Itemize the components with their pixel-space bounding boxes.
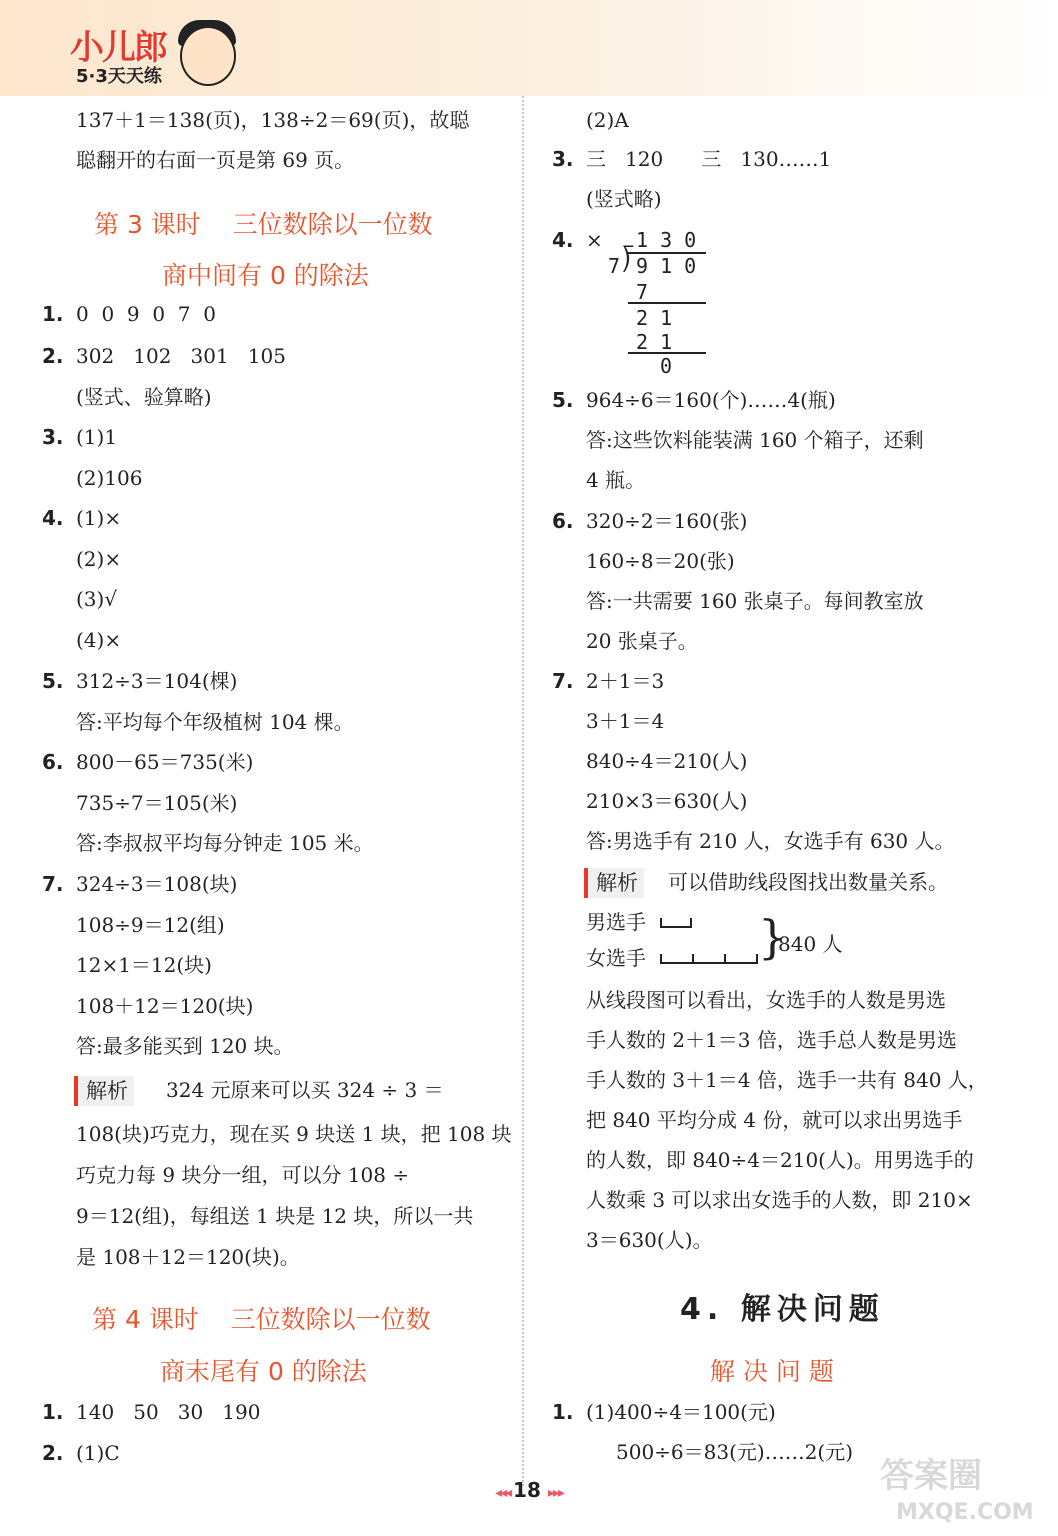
item-line: (4)× (76, 627, 122, 652)
lesson3-title: 第 3 课时 三位数除以一位数 (94, 210, 433, 239)
item-line: (1)1 (76, 425, 118, 449)
right-top-line: (2)A (586, 108, 629, 132)
lesson4-title: 第 4 课时 三位数除以一位数 (92, 1305, 431, 1334)
lesson3-subtitle: 商中间有 0 的除法 (162, 261, 369, 290)
q6-line-1: 320÷2＝160(张) (586, 509, 748, 533)
q1-line-1: (1)400÷4＝100(元) (586, 1400, 776, 1424)
item-line: 302 102 301 105 (76, 344, 286, 368)
jiexi-right-line-4: 把 840 平均分成 4 份，就可以求出男选手 (586, 1108, 963, 1132)
seg-tick (660, 954, 662, 964)
item-number: 4. (552, 228, 574, 252)
q6-line-4: 20 张桌子。 (586, 629, 698, 653)
item-number: 3. (42, 425, 64, 449)
item-number: 3. (552, 147, 574, 171)
ld-bar-1 (628, 302, 706, 304)
page-number: 18 (513, 1478, 541, 1502)
ld-bracket: ⟌ (622, 245, 634, 278)
item-line: (1)C (76, 1441, 120, 1465)
next-arrows-icon: ▸▸▸ (547, 1485, 563, 1501)
jiexi-left-line-1: 324 元原来可以买 324 ÷ 3 ＝ (166, 1078, 444, 1102)
item-line: 312÷3＝104(棵) (76, 669, 238, 693)
watermark-cn: 答案圈 (880, 1456, 982, 1496)
item-line: 答:平均每个年级植树 104 棵。 (76, 709, 354, 734)
unit-subtitle: 解 决 问 题 (710, 1357, 834, 1386)
item-number: 5. (42, 669, 64, 693)
item-number: 2. (42, 344, 64, 368)
ld-r4: 0 (660, 354, 673, 378)
item-line: 0 0 9 0 7 0 (76, 302, 216, 326)
seg-tick (660, 918, 662, 928)
jiexi-right-line-1: 从线段图可以看出，女选手的人数是男选 (586, 988, 946, 1012)
q7-line-3: 840÷4＝210(人) (586, 749, 748, 773)
item-line: (2)× (76, 546, 122, 571)
ld-dividend: 9 1 0 (636, 254, 697, 278)
item-line: 140 50 30 190 (76, 1400, 261, 1424)
brand-name: 小儿郎 (70, 28, 166, 68)
jiexi-left-line-2: 108(块)巧克力，现在买 9 块送 1 块，把 108 块 (76, 1122, 512, 1146)
seg-female-line (660, 954, 756, 964)
item-line: (3)√ (76, 587, 118, 611)
item-number: 7. (552, 669, 574, 693)
brand-subtitle: 5·3天天练 (76, 66, 162, 87)
item-number: 1. (42, 302, 64, 326)
intro-line-1: 137＋1＝138(页)，138÷2＝69(页)，故聪 (76, 108, 470, 132)
seg-total: 840 人 (778, 932, 843, 956)
seg-brace: } (758, 910, 788, 964)
item-line: (1)× (76, 506, 122, 530)
seg-label-male: 男选手 (586, 910, 646, 934)
item-line: 答:最多能买到 120 块。 (76, 1034, 294, 1058)
jiexi-tag-left: 解析 (74, 1076, 134, 1106)
seg-male-line (660, 918, 692, 928)
item-number: 4. (42, 506, 64, 530)
seg-tick (690, 918, 692, 928)
jiexi-right-line-6: 人数乘 3 可以求出女选手的人数，即 210× (586, 1188, 973, 1212)
q7-line-4: 210×3＝630(人) (586, 789, 748, 813)
watermark-en: MXQE.COM (896, 1500, 1034, 1525)
item-line: 108＋12＝120(块) (76, 993, 254, 1018)
jiexi-right-line-7: 3＝630(人)。 (586, 1228, 713, 1252)
item-number: 6. (552, 509, 574, 533)
ld-r1: 7 (636, 280, 649, 304)
q6-line-3: 答:一共需要 160 张桌子。每间教室放 (586, 589, 924, 613)
jiexi-tag-right: 解析 (584, 868, 644, 898)
brand-logo (60, 18, 240, 88)
item-line: (竖式、验算略) (76, 384, 212, 409)
item-line: 12×1＝12(块) (76, 953, 212, 977)
jiexi-right-line-5: 的人数，即 840÷4＝210(人)。用男选手的 (586, 1148, 974, 1172)
item-number: 6. (42, 750, 64, 774)
ld-r3: 2 1 (636, 330, 673, 354)
item-line: 324÷3＝108(块) (76, 872, 238, 896)
item-number: 1. (42, 1400, 64, 1424)
q5-line-3: 4 瓶。 (586, 468, 646, 492)
jiexi-right-line-3: 手人数的 3＋1＝4 倍，选手一共有 840 人， (586, 1068, 988, 1092)
q4-mark: × (586, 228, 603, 252)
q5-line-1: 964÷6＝160(个)……4(瓶) (586, 388, 836, 412)
prev-arrows-icon: ◂◂◂ (495, 1485, 514, 1501)
item-number: 2. (42, 1441, 64, 1465)
q7-line-2: 3＋1＝4 (586, 709, 665, 733)
seg-tick (724, 954, 726, 964)
jiexi-left-line-4: 9＝12(组)，每组送 1 块是 12 块，所以一共 (76, 1204, 474, 1228)
column-divider (522, 96, 524, 1486)
item-line: 735÷7＝105(米) (76, 790, 238, 815)
jiexi-left-line-5: 是 108＋12＝120(块)。 (76, 1245, 300, 1269)
q6-line-2: 160÷8＝20(张) (586, 549, 735, 573)
q3-line-2: (竖式略) (586, 187, 662, 211)
item-line: 答:李叔叔平均每分钟走 105 米。 (76, 831, 374, 855)
ld-quotient: 1 3 0 (636, 228, 697, 252)
item-line: (2)106 (76, 465, 143, 490)
seg-label-female: 女选手 (586, 946, 646, 970)
item-number: 5. (552, 388, 574, 412)
seg-tick (692, 954, 694, 964)
jiexi-right-line-2: 手人数的 2＋1＝3 倍，选手总人数是男选 (586, 1028, 957, 1052)
mascot-face-icon (180, 26, 236, 86)
jiexi-right-head: 可以借助线段图找出数量关系。 (668, 870, 948, 894)
item-number: 1. (552, 1400, 574, 1424)
item-number: 7. (42, 872, 64, 896)
item-line: 108÷9＝12(组) (76, 912, 225, 937)
q5-line-2: 答:这些饮料能装满 160 个箱子，还剩 (586, 428, 924, 452)
ld-divisor: 7 (608, 254, 621, 278)
intro-line-2: 聪翻开的右面一页是第 69 页。 (76, 148, 355, 172)
jiexi-left-line-3: 巧克力每 9 块分一组，可以分 108 ÷ (76, 1163, 410, 1187)
q7-line-5: 答:男选手有 210 人，女选手有 630 人。 (586, 829, 955, 853)
q7-line-1: 2＋1＝3 (586, 669, 665, 693)
item-line: 800－65＝735(米) (76, 750, 254, 774)
ld-r2: 2 1 (636, 306, 673, 330)
lesson4-subtitle: 商末尾有 0 的除法 (160, 1357, 367, 1386)
q3-line-1: 三 120 三 130……1 (586, 147, 832, 171)
q1-line-2: 500÷6＝83(元)……2(元) (616, 1440, 854, 1464)
unit-title: 4. 解决问题 (680, 1292, 885, 1327)
